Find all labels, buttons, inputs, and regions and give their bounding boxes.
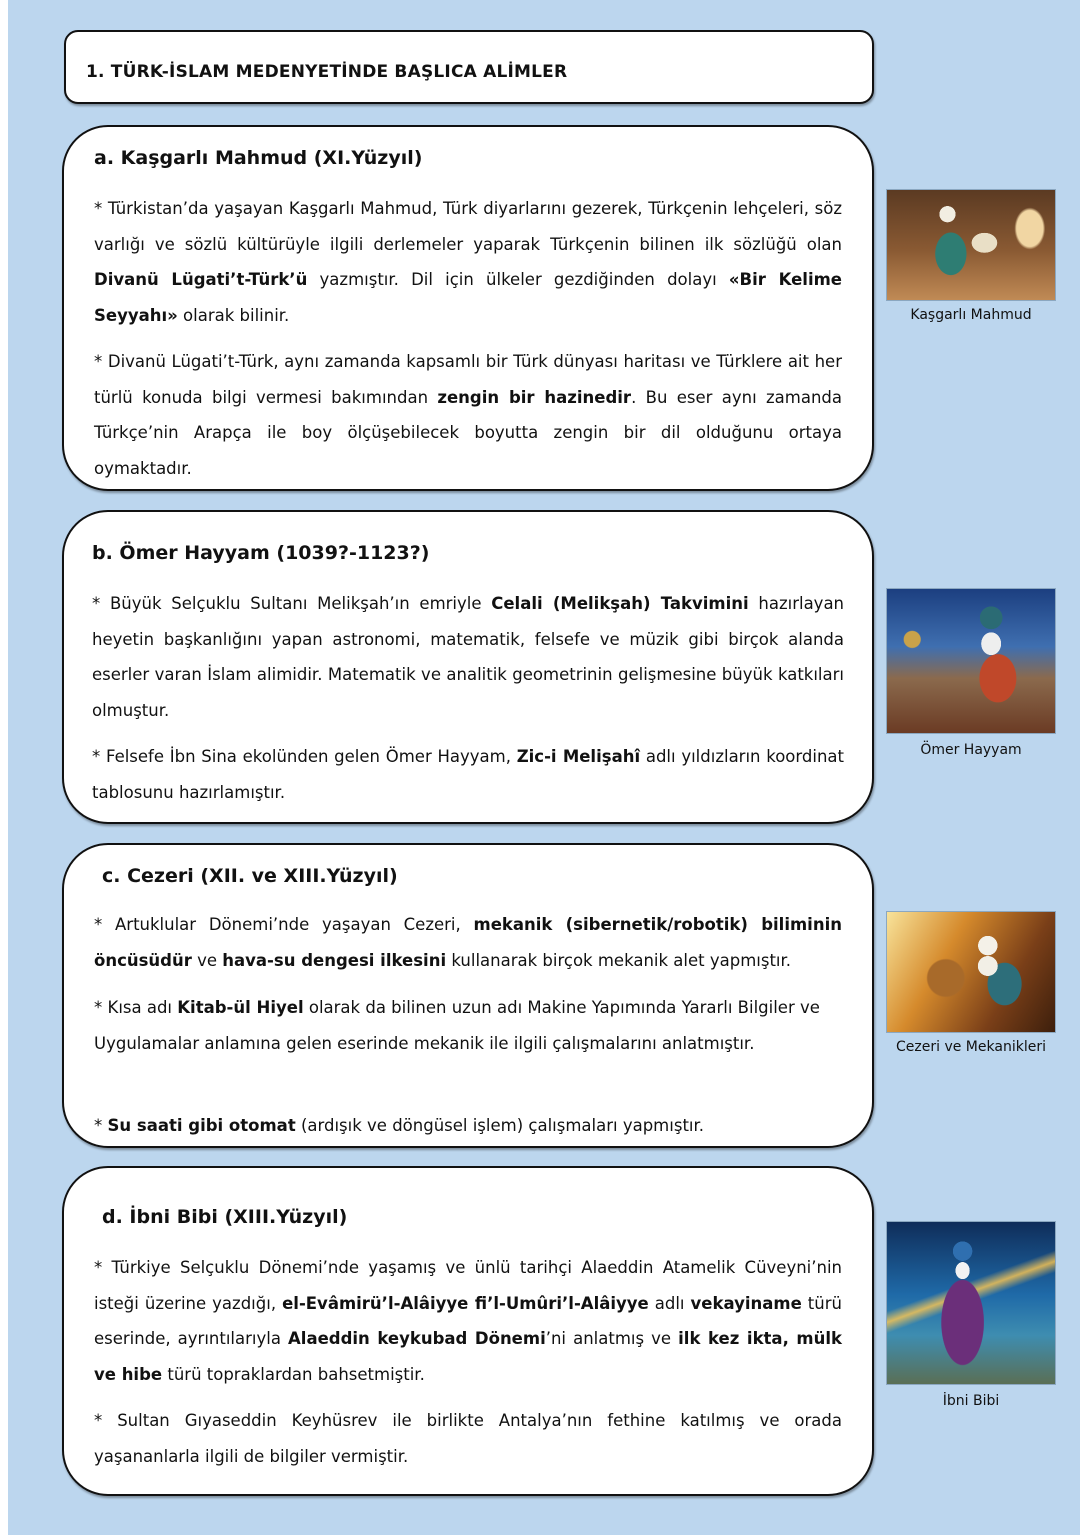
- body-text: ’ni anlatmış ve: [545, 1329, 679, 1348]
- section-heading: d. İbni Bibi (XIII.Yüzyıl): [102, 1206, 348, 1228]
- paragraph: [92, 739, 844, 810]
- section-heading: c. Cezeri (XII. ve XIII.Yüzyıl): [102, 865, 398, 887]
- figure-caption: Cezeri ve Mekanikleri: [896, 1039, 1046, 1055]
- figure-cezeri: [886, 911, 1056, 1055]
- figure-caption: İbni Bibi: [942, 1393, 1000, 1409]
- paragraph: [94, 1108, 842, 1144]
- section-card-ibni-bibi: [62, 1166, 874, 1496]
- body-text: * Sultan Gıyaseddin Keyhüsrev ile birlikte Antalya’nın fethine katılmış ve orada yaşananlarla ilgili de bilgiler vermiştir.: [94, 1411, 842, 1466]
- body-text: olarak da bilinen uzun adı Makine Yapımında Yararlı Bilgiler ve Uygulamalar anlamına gelen eserinde mekanik ile ilgili çalışmalarını anlatmıştır.: [94, 998, 820, 1053]
- emphasis-text: Su saati gibi otomat: [107, 1116, 296, 1135]
- figure-omer-hayyam: [886, 588, 1056, 758]
- body-text: * Türkistan’da yaşayan Kaşgarlı Mahmud, Türk diyarlarını gezerek, Türkçenin lehçeleri, söz varlığı ve sözlü kültürüyle ilgili derlemeler yaparak Türkçenin bilinen ilk sözlüğü olan: [94, 199, 842, 254]
- portrait-image: [886, 588, 1056, 734]
- emphasis-text: Zic-i Melişahî: [516, 747, 641, 766]
- emphasis-text: el-Evâmirü’l-Alâiyye fi’l-Umûri’l-Alâiyye: [282, 1293, 649, 1313]
- emphasis-text: Celali (Melikşah) Takvimini: [491, 594, 749, 613]
- body-text: * Büyük Selçuklu Sultanı Melikşah’ın emriyle: [92, 594, 492, 613]
- portrait-image: [886, 189, 1056, 301]
- body-text: türü eserinde, ayrıntılarıyla: [94, 1293, 842, 1348]
- emphasis-text: hava-su dengesi ilkesini: [222, 950, 447, 970]
- figure-kasgarli-mahmud: [886, 189, 1056, 323]
- section-card-cezeri: [62, 843, 874, 1148]
- body-text: adlı: [648, 1293, 691, 1313]
- body-text: * Felsefe İbn Sina ekolünden gelen Ömer Hayyam,: [92, 747, 517, 766]
- title-box: [64, 30, 874, 104]
- body-text: yazmıştır. Dil için ülkeler gezdiğinden dolayı: [307, 270, 729, 289]
- emphasis-text: Alaeddin keykubad Dönemi: [288, 1329, 546, 1348]
- body-text: adlı yıldızların koordinat tablosunu hazırlamıştır.: [92, 747, 844, 802]
- body-text: kullanarak birçok mekanik alet yapmıştır.: [446, 950, 792, 970]
- emphasis-text: mekanik (sibernetik/robotik) biliminin öncüsüdür: [94, 915, 842, 970]
- emphasis-text: Divanü Lügati’t-Türk’ü: [94, 270, 308, 289]
- body-text: *: [94, 1116, 108, 1135]
- paragraph: [94, 1250, 842, 1392]
- emphasis-text: ilk kez ikta, mülk ve hibe: [94, 1329, 842, 1384]
- paragraph: [94, 907, 842, 978]
- emphasis-text: zengin bir hazinedir: [437, 387, 632, 407]
- body-text: * Artuklular Dönemi’nde yaşayan Cezeri,: [94, 915, 474, 934]
- body-text: ve: [191, 950, 223, 970]
- body-text: * Kısa adı: [94, 998, 178, 1017]
- body-text: olarak bilinir.: [177, 305, 290, 325]
- section-card-kasgarli-mahmud: [62, 125, 874, 491]
- body-text: * Divanü Lügati’t-Türk, aynı zamanda kapsamlı bir Türk dünyası haritası ve Türklere ait her türlü konuda bilgi vermesi bakımından: [94, 352, 842, 407]
- section-card-omer-hayyam: [62, 510, 874, 824]
- portrait-image: [886, 911, 1056, 1033]
- paragraph: [92, 586, 844, 728]
- page-title: 1. TÜRK-İSLAM MEDENYETİNDE BAŞLICA ALİMLER: [86, 62, 568, 82]
- section-heading: a. Kaşgarlı Mahmud (XI.Yüzyıl): [94, 147, 423, 169]
- portrait-image: [886, 1221, 1056, 1385]
- emphasis-text: vekayiname: [690, 1293, 802, 1313]
- emphasis-text: «Bir Kelime Seyyahı»: [94, 270, 842, 325]
- paragraph: [94, 191, 842, 333]
- figure-caption: Kaşgarlı Mahmud: [910, 307, 1032, 323]
- body-text: hazırlayan heyetin başkanlığını yapan astronomi, matematik, felsefe ve müzik gibi birçok alanda eserler varan İslam alimidir. Matematik ve analitik geometrinin gelişmesine büyük katkıları olmuştur.: [92, 594, 845, 720]
- paragraph: [94, 990, 842, 1061]
- paragraph: [94, 344, 842, 486]
- figure-caption: Ömer Hayyam: [920, 742, 1022, 758]
- paragraph: [94, 1403, 842, 1474]
- body-text: . Bu eser aynı zamanda Türkçe’nin Arapça ile boy ölçüşebilecek boyutta zengin bir dil olduğunu ortaya oymaktadır.: [94, 387, 842, 478]
- body-text: * Türkiye Selçuklu Dönemi’nde yaşamış ve ünlü tarihçi Alaeddin Atamelik Cüveyni’nin isteği üzerine yazdığı,: [94, 1258, 842, 1313]
- figure-ibni-bibi: [886, 1221, 1056, 1409]
- body-text: türü topraklardan bahsetmiştir.: [162, 1364, 425, 1384]
- section-heading: b. Ömer Hayyam (1039?-1123?): [92, 542, 430, 564]
- emphasis-text: Kitab-ül Hiyel: [177, 998, 304, 1017]
- body-text: (ardışık ve döngüsel işlem) çalışmaları yapmıştır.: [295, 1116, 705, 1135]
